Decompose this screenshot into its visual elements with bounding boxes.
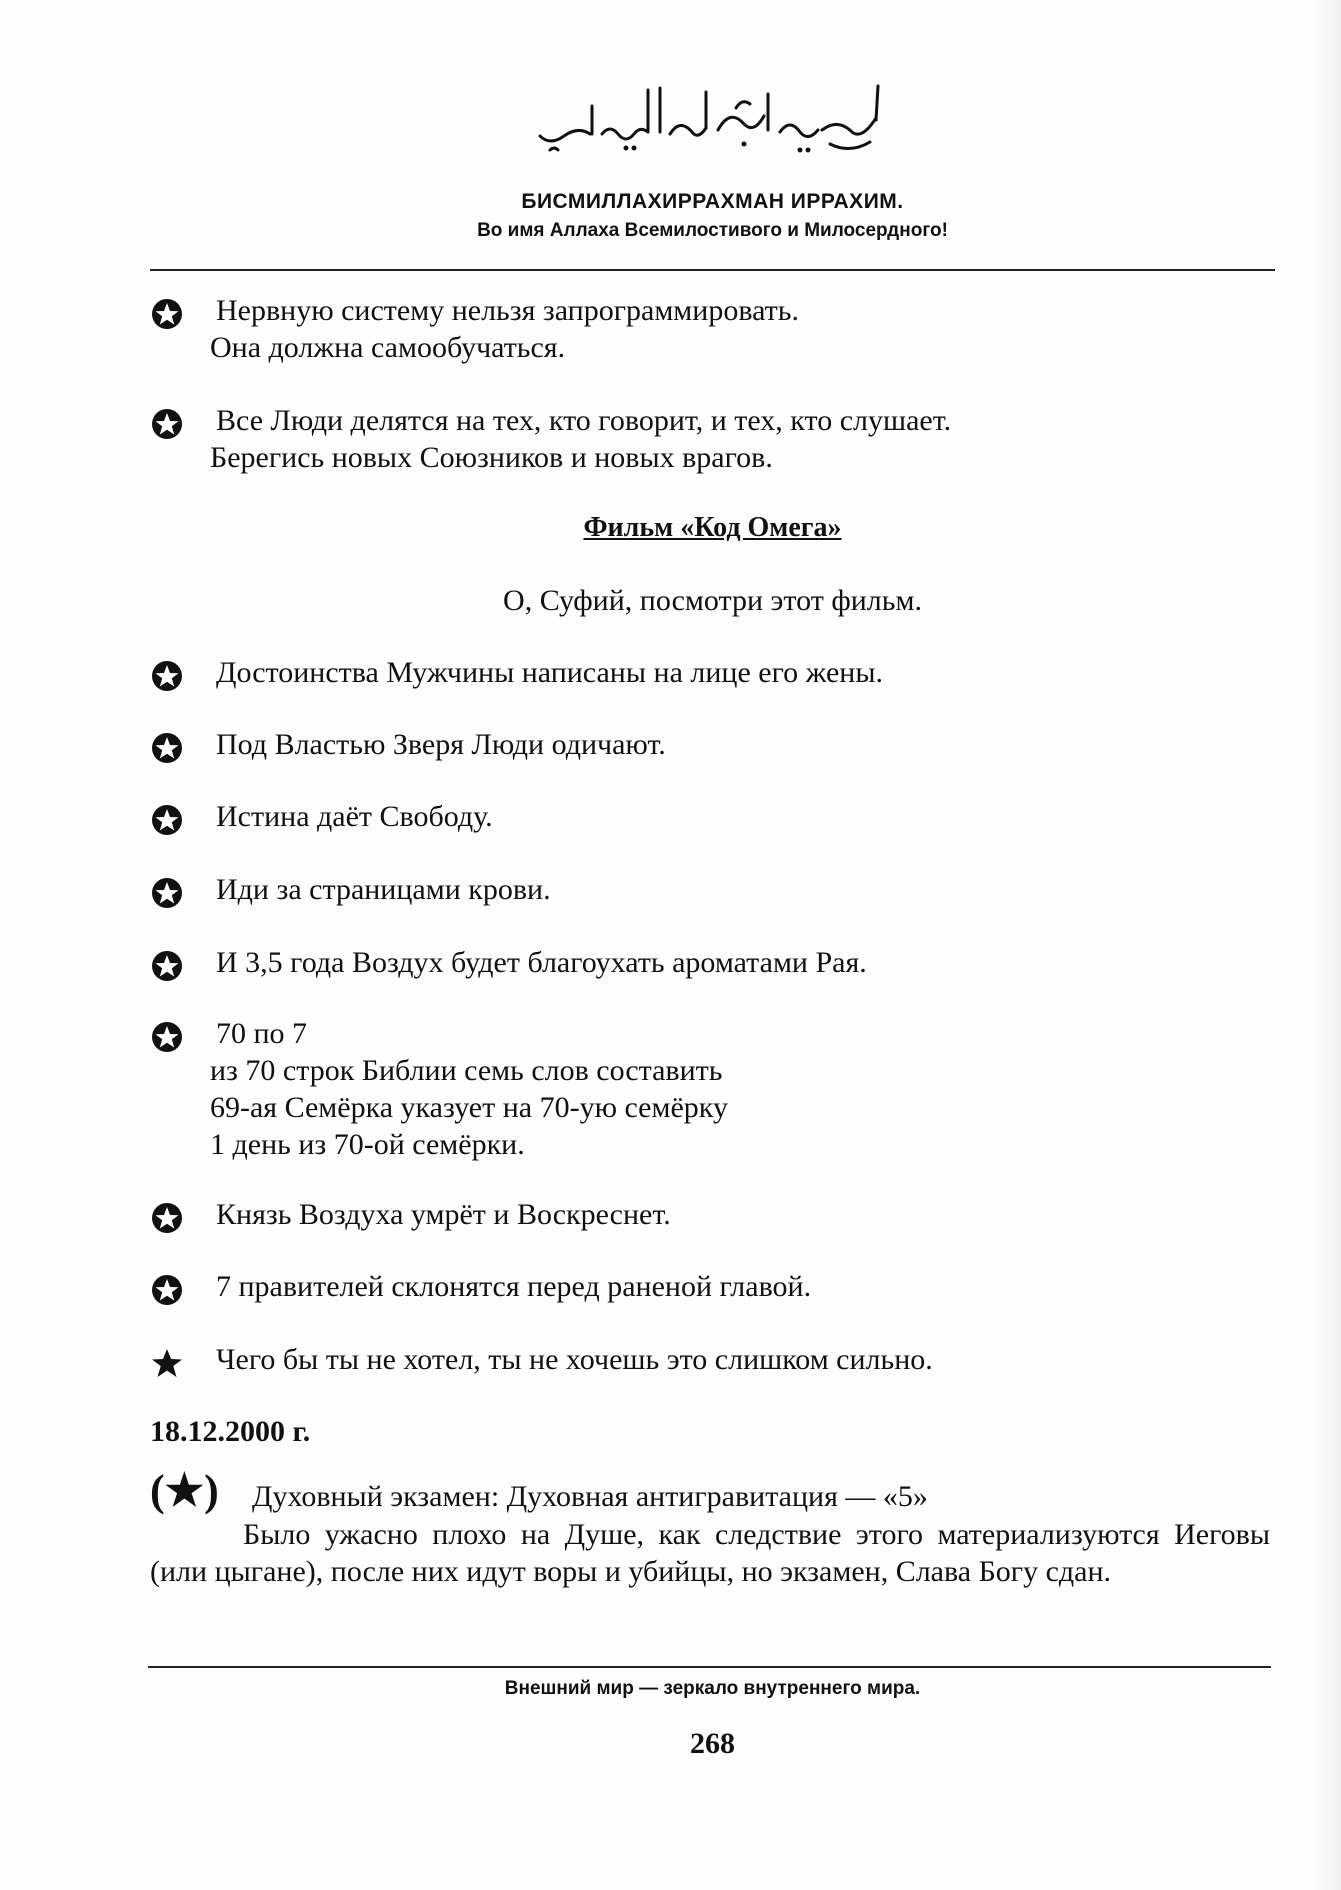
header-divider [150, 269, 1275, 271]
item-line: Истина даёт Свободу. [216, 800, 493, 833]
page-header-title: БИСМИЛЛАХИРРАХМАН ИРРАХИМ. [521, 190, 904, 213]
page-edge-shadow [1311, 0, 1341, 1890]
item-line: Она должна самообучаться. [210, 331, 566, 364]
circled-star-icon [150, 1020, 184, 1054]
circled-star-icon [150, 659, 184, 693]
circled-star-icon [150, 731, 184, 765]
item-line: 70 по 7 [216, 1017, 308, 1050]
footer-note: Внешний мир — зеркало внутреннего мира. [504, 1678, 921, 1699]
item-line: 7 правителей склонятся перед раненой главой. [216, 1270, 812, 1303]
circled-star-icon [150, 407, 184, 441]
circled-star-icon [150, 1273, 184, 1307]
circled-star-icon [150, 297, 184, 331]
entry-date: 18.12.2000 г. [150, 1415, 311, 1448]
item-line: Под Властью Зверя Люди одичают. [216, 728, 666, 761]
item-line: Берегись новых Союзников и новых врагов. [210, 441, 773, 474]
exam-heading: Духовный экзамен: Духовная антигравитация — «5» [252, 1480, 928, 1513]
item-line: Чего бы ты не хотел, ты не хочешь это слишком сильно. [216, 1343, 933, 1376]
parenthesized-star-icon: (★) [150, 1466, 219, 1515]
item-line: Все Люди делятся на тех, кто говорит, и тех, кто слушает. [216, 404, 952, 437]
item-line: Достоинства Мужчины написаны на лице его жены. [216, 656, 884, 689]
circled-star-icon [150, 876, 184, 910]
item-line: Нервную систему нельзя запрограммировать. [216, 294, 799, 327]
bismillah-calligraphy [530, 78, 890, 168]
circled-star-icon [150, 803, 184, 837]
section-title: Фильм «Код Омега» [583, 512, 842, 543]
item-line: 69-ая Семёрка указует на 70-ую семёрку [210, 1091, 728, 1124]
section-note: О, Суфий, посмотри этот фильм. [503, 584, 922, 617]
circled-star-icon [150, 949, 184, 983]
footer-divider [148, 1666, 1271, 1668]
page-number: 268 [690, 1727, 735, 1760]
exam-body [150, 1516, 1270, 1590]
item-line: Князь Воздуха умрёт и Воскреснет. [216, 1198, 671, 1231]
circled-star-icon [150, 1201, 184, 1235]
page-header-subtitle: Во имя Аллаха Всемилостивого и Милосердного! [477, 220, 948, 241]
item-line: 1 день из 70-ой семёрки. [210, 1128, 525, 1161]
exam-body-text: Было ужасно плохо на Душе, как следствие этого материализуются Иеговы (или цыгане), после них идут воры и убийцы, но экзамен, Слава Богу сдан. [150, 1518, 1270, 1588]
item-line: И 3,5 года Воздух будет благоухать ароматами Рая. [216, 946, 867, 979]
star-icon [150, 1346, 184, 1380]
item-line: Иди за страницами крови. [216, 873, 551, 906]
item-line: из 70 строк Библии семь слов составить [210, 1054, 723, 1087]
